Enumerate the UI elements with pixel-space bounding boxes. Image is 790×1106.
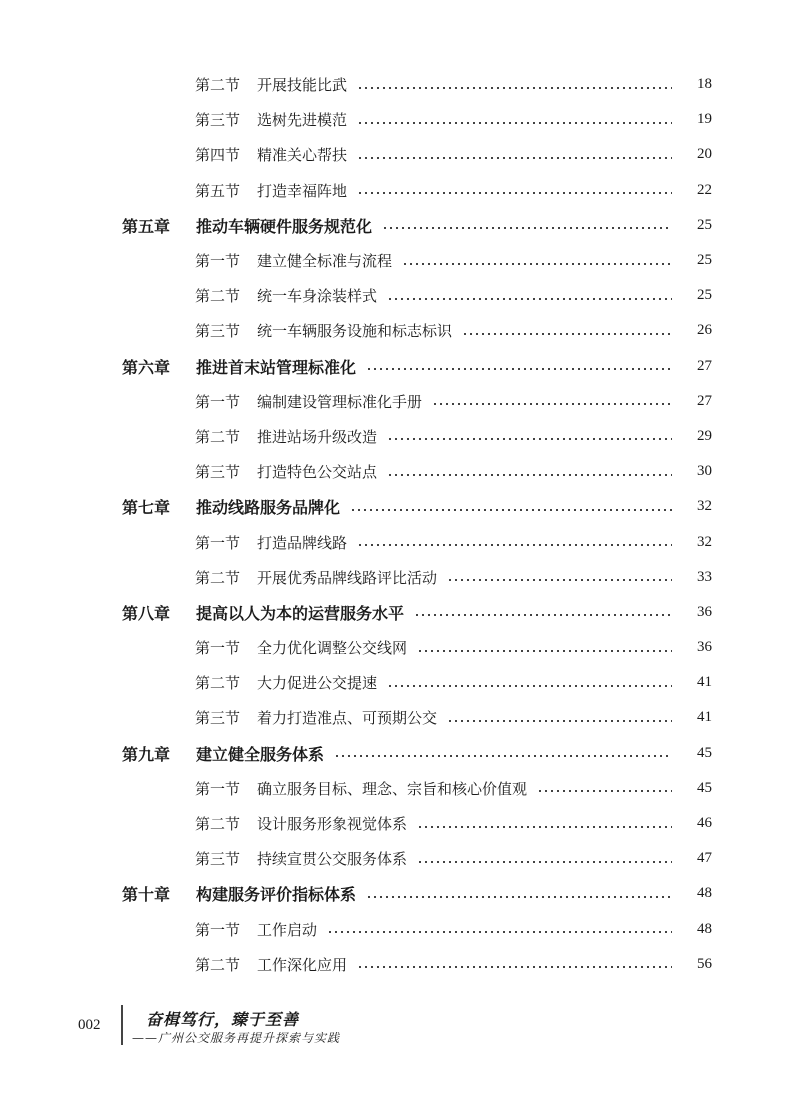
- toc-entry-title: 大力促进公交提速: [257, 674, 378, 693]
- toc-entry-title: 提高以人为本的运营服务水平: [196, 603, 405, 623]
- toc-section-row: [0, 806, 790, 841]
- toc-entry-title: 全力优化调整公交线网: [257, 639, 408, 658]
- toc-entry-label: [0, 285, 377, 306]
- toc-entry-title: 推进首末站管理标准化: [196, 357, 357, 377]
- toc-section-row: [0, 665, 790, 700]
- toc-entry-label: [0, 214, 372, 237]
- toc-entry-title: 确立服务目标、理念、宗旨和核心价值观: [257, 779, 528, 798]
- toc-entry-label: [0, 109, 347, 130]
- toc-entry-number: 第一节: [195, 639, 241, 658]
- toc-entry-title: 开展优秀品牌线路评比活动: [257, 568, 438, 587]
- toc-entry-label: [0, 567, 437, 588]
- toc-entry-page: 56: [697, 955, 712, 972]
- toc-section-row: [0, 102, 790, 137]
- toc-section-row: [0, 630, 790, 665]
- toc-entry-label: [0, 250, 392, 271]
- toc-entry-number: 第二节: [195, 815, 241, 834]
- dot-leader: [350, 509, 672, 511]
- dot-leader: [387, 298, 672, 300]
- toc-entry-number: 第五章: [122, 216, 171, 236]
- toc-chapter-row: [0, 349, 790, 384]
- toc-entry-title: 选树先进模范: [257, 111, 348, 130]
- toc-entry-label: [0, 320, 452, 341]
- dot-leader: [537, 790, 672, 792]
- toc-entry-label: [0, 532, 347, 553]
- toc-section-row: [0, 912, 790, 947]
- toc-entry-number: 第三节: [195, 709, 241, 728]
- toc-section-row: [0, 384, 790, 419]
- toc-entry-label: [0, 391, 422, 412]
- toc-entry-title: 编制建设管理标准化手册: [257, 392, 423, 411]
- page-number: 002: [78, 1017, 101, 1033]
- toc-entry-title: 持续宣贯公交服务体系: [257, 850, 408, 869]
- dot-leader: [447, 579, 672, 581]
- dot-leader: [327, 931, 672, 933]
- toc-chapter-row: [0, 876, 790, 911]
- dot-leader: [432, 403, 672, 405]
- toc-entry-number: 第八章: [122, 603, 171, 623]
- dot-leader: [417, 861, 672, 863]
- toc-section-row: [0, 700, 790, 735]
- toc-section-row: [0, 454, 790, 489]
- toc-entry-page: 19: [697, 111, 712, 128]
- toc-entry-page: 32: [697, 498, 712, 515]
- toc-entry-page: 48: [697, 885, 712, 902]
- toc-entry-title: 推动线路服务品牌化: [196, 498, 341, 518]
- toc-entry-number: 第一节: [195, 533, 241, 552]
- toc-entry-number: 第五节: [195, 181, 241, 200]
- toc-entry-title: 着力打造准点、可预期公交: [257, 709, 438, 728]
- toc-entry-label: [0, 707, 437, 728]
- toc-entry-label: [0, 461, 377, 482]
- toc-entry-number: 第七章: [122, 498, 171, 518]
- dot-leader: [417, 826, 672, 828]
- toc-entry-number: 第九章: [122, 744, 171, 764]
- toc-entry-page: 25: [697, 287, 712, 304]
- dot-leader: [387, 685, 672, 687]
- toc-entry-page: 36: [697, 639, 712, 656]
- toc-entry-label: [0, 742, 324, 765]
- dot-leader: [417, 650, 672, 652]
- toc-entry-title: 建立健全服务体系: [196, 744, 325, 764]
- toc-entry-number: 第三节: [195, 322, 241, 341]
- dot-leader: [366, 896, 672, 898]
- dot-leader: [387, 474, 672, 476]
- dot-leader: [382, 227, 672, 229]
- toc-entry-page: 25: [697, 216, 712, 233]
- toc-entry-number: 第二节: [195, 76, 241, 95]
- toc-entry-number: 第二节: [195, 674, 241, 693]
- toc-entry-label: [0, 355, 356, 378]
- toc-entry-number: 第三节: [195, 850, 241, 869]
- toc-entry-number: 第三节: [195, 463, 241, 482]
- toc-entry-title: 打造幸福阵地: [257, 181, 348, 200]
- toc-entry-number: 第二节: [195, 287, 241, 306]
- toc-entry-number: 第一节: [195, 779, 241, 798]
- dot-leader: [387, 438, 672, 440]
- dot-leader: [447, 720, 672, 722]
- toc-entry-page: 32: [697, 533, 712, 550]
- toc-entry-page: 29: [697, 427, 712, 444]
- toc-chapter-row: [0, 736, 790, 771]
- table-of-contents: [0, 67, 790, 982]
- toc-entry-page: 27: [697, 357, 712, 374]
- toc-entry-page: 22: [697, 181, 712, 198]
- toc-section-row: [0, 243, 790, 278]
- toc-section-row: [0, 947, 790, 982]
- toc-entry-title: 精准关心帮扶: [257, 146, 348, 165]
- toc-entry-number: 第二节: [195, 955, 241, 974]
- toc-entry-page: 47: [697, 850, 712, 867]
- toc-entry-title: 打造品牌线路: [257, 533, 348, 552]
- toc-chapter-row: [0, 595, 790, 630]
- toc-entry-title: 建立健全标准与流程: [257, 252, 393, 271]
- toc-section-row: [0, 419, 790, 454]
- toc-entry-label: [0, 813, 407, 834]
- book-subtitle: ——广州公交服务再提升探索与实践: [132, 1031, 341, 1045]
- dot-leader: [357, 157, 672, 159]
- toc-section-row: [0, 313, 790, 348]
- toc-entry-label: [0, 672, 377, 693]
- toc-entry-title: 设计服务形象视觉体系: [257, 815, 408, 834]
- toc-entry-number: 第一节: [195, 392, 241, 411]
- toc-entry-number: 第二节: [195, 568, 241, 587]
- dot-leader: [357, 544, 672, 546]
- toc-section-row: [0, 524, 790, 559]
- toc-entry-page: 26: [697, 322, 712, 339]
- toc-entry-number: 第三节: [195, 111, 241, 130]
- toc-entry-label: [0, 848, 407, 869]
- toc-entry-page: 46: [697, 815, 712, 832]
- toc-entry-label: [0, 426, 377, 447]
- toc-entry-number: 第一节: [195, 252, 241, 271]
- toc-entry-title: 工作启动: [257, 920, 318, 939]
- toc-entry-page: 25: [697, 252, 712, 269]
- toc-entry-page: 30: [697, 463, 712, 480]
- toc-entry-label: [0, 180, 347, 201]
- toc-entry-label: [0, 882, 356, 905]
- dot-leader: [357, 87, 672, 89]
- toc-chapter-row: [0, 489, 790, 524]
- toc-entry-title: 推进站场升级改造: [257, 427, 378, 446]
- toc-entry-title: 推动车辆硬件服务规范化: [196, 216, 373, 236]
- book-title: 奋楫笃行，臻于至善: [146, 1010, 300, 1029]
- toc-entry-page: 36: [697, 603, 712, 620]
- toc-entry-label: [0, 778, 527, 799]
- dot-leader: [366, 368, 672, 370]
- toc-entry-page: 33: [697, 568, 712, 585]
- toc-entry-title: 开展技能比武: [257, 76, 348, 95]
- toc-entry-title: 统一车身涂装样式: [257, 287, 378, 306]
- toc-entry-number: 第一节: [195, 920, 241, 939]
- toc-entry-label: [0, 74, 347, 95]
- page-footer: [0, 1005, 790, 1065]
- toc-chapter-row: [0, 208, 790, 243]
- toc-section-row: [0, 67, 790, 102]
- toc-entry-label: [0, 601, 404, 624]
- toc-section-row: [0, 771, 790, 806]
- toc-section-row: [0, 137, 790, 172]
- toc-entry-title: 工作深化应用: [257, 955, 348, 974]
- dot-leader: [357, 192, 672, 194]
- dot-leader: [462, 333, 672, 335]
- toc-entry-page: 45: [697, 779, 712, 796]
- toc-section-row: [0, 278, 790, 313]
- toc-entry-page: 27: [697, 392, 712, 409]
- toc-section-row: [0, 841, 790, 876]
- toc-entry-label: [0, 495, 340, 518]
- dot-leader: [334, 755, 672, 757]
- toc-entry-page: 48: [697, 920, 712, 937]
- toc-entry-number: 第四节: [195, 146, 241, 165]
- toc-entry-label: [0, 144, 347, 165]
- toc-entry-number: 第十章: [122, 885, 171, 905]
- toc-entry-label: [0, 919, 317, 940]
- dot-leader: [402, 263, 672, 265]
- toc-entry-page: 18: [697, 76, 712, 93]
- toc-section-row: [0, 560, 790, 595]
- toc-entry-number: 第二节: [195, 427, 241, 446]
- toc-entry-title: 构建服务评价指标体系: [196, 885, 357, 905]
- toc-entry-page: 41: [697, 674, 712, 691]
- dot-leader: [414, 614, 672, 616]
- toc-entry-label: [0, 954, 347, 975]
- toc-entry-page: 20: [697, 146, 712, 163]
- footer-divider: [121, 1005, 123, 1045]
- toc-entry-label: [0, 637, 407, 658]
- toc-entry-page: 45: [697, 744, 712, 761]
- dot-leader: [357, 122, 672, 124]
- toc-entry-number: 第六章: [122, 357, 171, 377]
- toc-entry-title: 统一车辆服务设施和标志标识: [257, 322, 453, 341]
- toc-section-row: [0, 173, 790, 208]
- toc-entry-page: 41: [697, 709, 712, 726]
- toc-entry-title: 打造特色公交站点: [257, 463, 378, 482]
- dot-leader: [357, 966, 672, 968]
